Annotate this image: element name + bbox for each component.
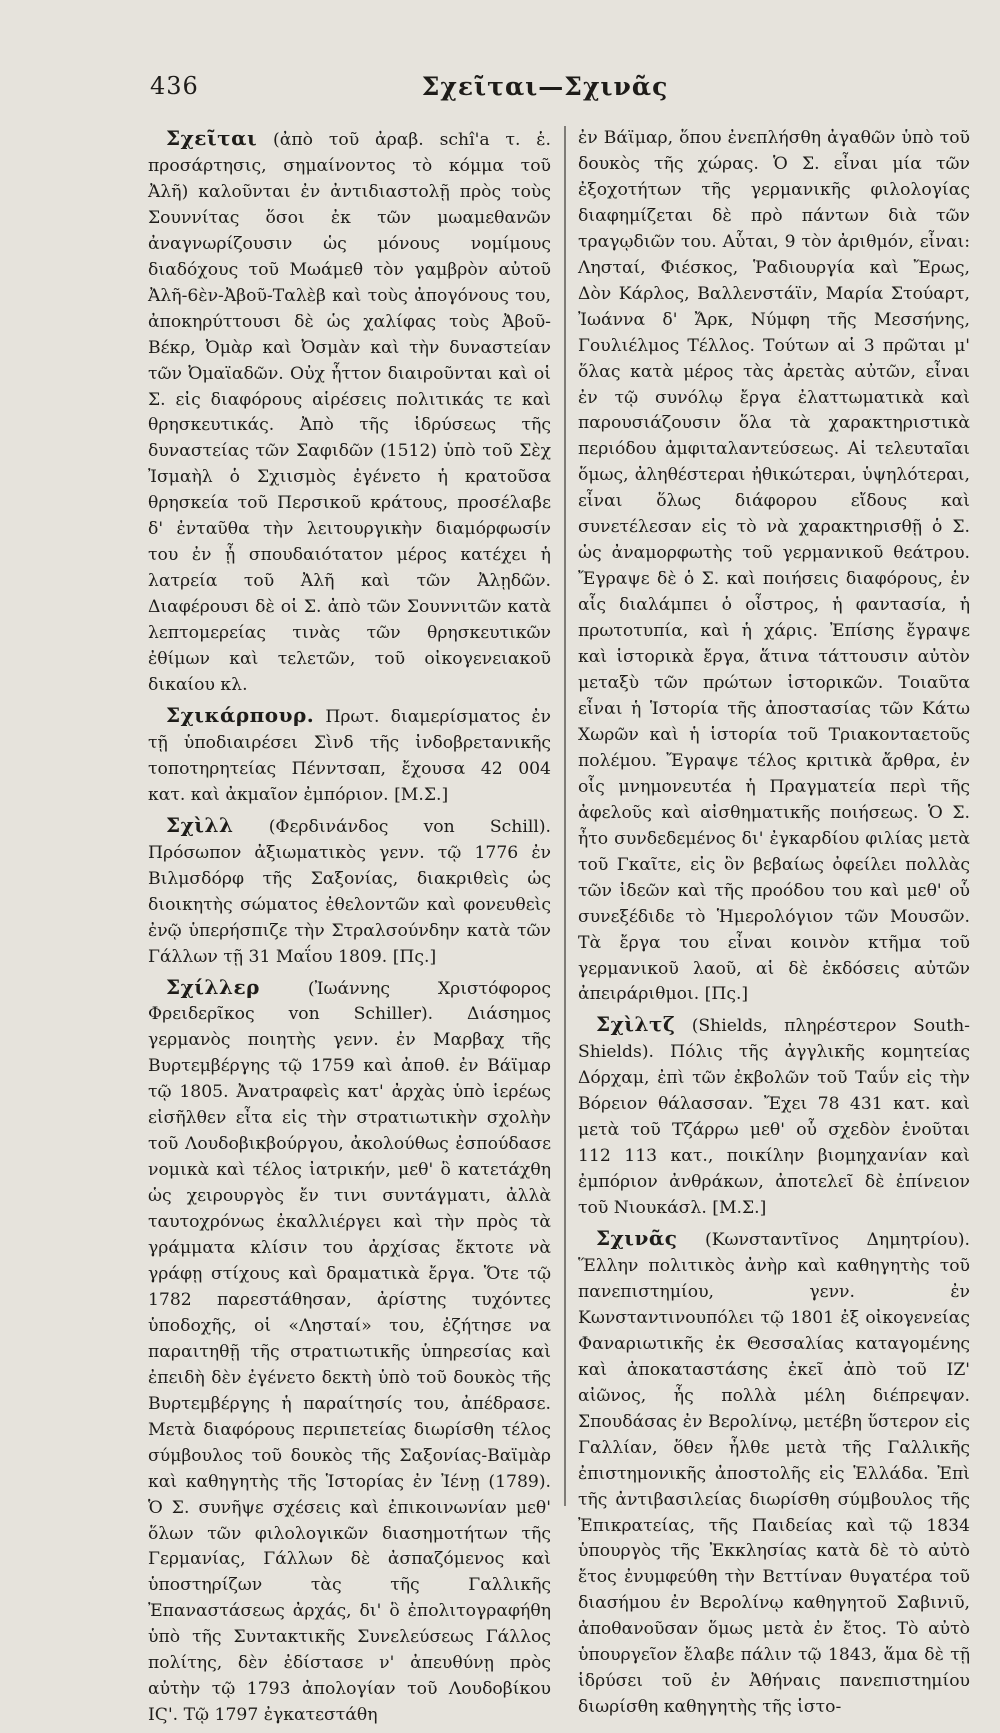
- entry-headword: Σχινᾶς: [596, 1226, 678, 1251]
- left-column: [148, 126, 551, 1733]
- entry-schinas: [578, 1226, 970, 1721]
- entry-headword: Σχὶλλ: [166, 812, 234, 837]
- page-number: 436: [150, 72, 199, 100]
- entry-headword: Σχίλλερ: [166, 974, 260, 999]
- entry-text: Πρωτ. διαμερίσματος ἐν τῇ ὑποδιαιρέσει Σὶνδ τῆς ἰνδοβρετανικῆς τοποτηρητείας Πένντσαπ, ἔχουσα 42 004 κατ. καὶ ἀκμαῖον ἐμπόριον. [Μ.Σ.]: [148, 706, 551, 805]
- entry-text: (ἀπὸ τοῦ ἀραβ. schî'a τ. ἑ. προσάρτησις, σημαίνοντος τὸ κόμμα τοῦ Ἀλῆ) καλοῦνται ἐν ἀντιδιαστολῇ πρὸς τοὺς Σουννίτας ὅσοι ἐκ τῶν μωαμεθανῶν ἀναγνωρίζουσιν ὡς μόνους νομίμους διαδόχους τοῦ Μωάμεθ τὸν γαμβρὸν αὐτοῦ Ἀλῆ-6ὲν-Ἀβοῦ-Ταλὲβ καὶ τοὺς ἀπογόνους του, ἀποκηρύττουσι δὲ ὡς χαλίφας τοὺς Ἀβοῦ-Βέκρ, Ὀμὰρ καὶ Ὀσμὰν καὶ τὴν δυναστείαν τῶν Ὀμαϊαδῶν. Οὐχ ἧττον διαιροῦνται καὶ οἱ Σ. εἰς διαφόρους αἱρέσεις πολιτικάς τε καὶ θρησκευτικάς. Ἀπὸ τῆς ἱδρύσεως τῆς δυναστείας τῶν Σαφιδῶν (1512) ὑπὸ τοῦ Σὲχ Ἰσμαὴλ ὁ Σχιισμὸς ἐγένετο ἡ κρατοῦσα θρησκεία τοῦ Περσικοῦ κράτους, προσέλαβε δ' ἐνταῦθα τὴν λειτουργικὴν διαμόρφωσίν του ἐν ᾗ σπουδαιότατον μέρος κατέχει ἡ λατρεία τοῦ Ἀλῆ καὶ τῶν Ἀλῃδῶν. Διαφέρουσι δὲ οἱ Σ. ἀπὸ τῶν Σουννιτῶν κατὰ λεπτομερείας τινὰς τῶν θρησκευτικῶν ἐθίμων καὶ τελετῶν, τοῦ οἰκογενειακοῦ δικαίου κλ.: [148, 130, 551, 696]
- entry-schiitai: [148, 126, 551, 699]
- entry-text: (Ἰωάννης Χριστόφορος Φρειδερῖκος von Schiller). Διάσημος γερμανὸς ποιητὴς γενν. ἐν Μαρβαχ τῆς Βυρτεμβέργης τῷ 1759 καὶ ἀποθ. ἐν Βάϊμαρ τῷ 1805. Ἀνατραφεὶς κατ' ἀρχὰς ὑπὸ ἱερέως εἰσῆλθεν εἶτα εἰς τὴν στρατιωτικὴν σχολὴν τοῦ Λουδοβικβούργου, ἀκολούθως ἐσπούδασε νομικὰ καὶ τέλος ἰατρικήν, μεθ' ὃ κατετάχθη ὡς χειρουργὸς ἔν τινι συντάγματι, ἀλλὰ ταυτοχρόνως ἐκαλλιέργει καὶ τὴν πρὸς τὰ γράμματα κλίσιν του ἀρχίσας ἔκτοτε νὰ γράφῃ στίχους καὶ δραματικὰ ἔργα. Ὅτε τῷ 1782 παρεστάθησαν, ἀρίστης τυχόντες ὑποδοχῆς, οἱ «Λησταί» του, ἐζήτησε να παραιτηθῇ τῆς στρατιωτικῆς ὑπηρεσίας καὶ ἐπειδὴ δὲν ἐγένετο δεκτὴ ὑπὸ τοῦ δουκὸς τῆς Βυρτεμβέργης ἡ παραίτησίς του, ἀπέδρασε. Μετὰ διαφόρους περιπετείας διωρίσθη τέλος σύμβουλος τοῦ δουκὸς τῆς Σαξονίας-Βαϊμὰρ καὶ καθηγητὴς τῆς Ἱστορίας ἐν Ἰένῃ (1789). Ὁ Σ. συνῆψε σχέσεις καὶ ἐπικοινωνίαν μεθ' ὅλων τῶν φιλολογικῶν διασημοτήτων τῆς Γερμανίας, Γάλλων δὲ ἀσπαζόμενος καὶ ὑποστηρίζων τὰς τῆς Γαλλικῆς Ἐπαναστάσεως ἀρχάς, δι' ὃ ἐπολιτογραφήθη ὑπὸ τῆς Συντακτικῆς Συνελεύσεως Γάλλος πολίτης, δὲν ἐδίστασε ν' ἀπευθύνῃ πρὸς αὐτὴν τῷ 1793 ἀπολογίαν τοῦ Λουδοβίκου ΙϚ'. Τῷ 1797 ἐγκατεστάθη: [148, 978, 551, 1726]
- entry-text: ἐν Βάϊμαρ, ὅπου ἐνεπλήσθη ἀγαθῶν ὑπὸ τοῦ δουκὸς τῆς χώρας. Ὁ Σ. εἶναι μία τῶν ἐξοχοτήτων τῆς γερμανικῆς φιλολογίας διαφημίζεται δὲ πρὸ πάντων διὰ τῶν τραγῳδιῶν του. Αὗται, 9 τὸν ἀριθμόν, εἶναι: Λησταί, Φιέσκος, Ῥαδιουργία καὶ Ἔρως, Δὸν Κάρλος, Βαλλενστάϊν, Μαρία Στούαρτ, Ἰωάννα δ' Ἄρκ, Νύμφη τῆς Μεσσήνης, Γουλιέλμος Τέλλος. Τούτων αἱ 3 πρῶται μ' ὅλας κατὰ μέρος τὰς ἀρετὰς αὐτῶν, εἶναι ἐν τῷ συνόλῳ ἔργα ἐλαττωματικὰ καὶ παρουσιάζουσιν ὅλα τὰ χαρακτηριστικὰ περιόδου ἀμφιταλαντεύσεως. Αἱ τελευταῖαι ὅμως, ἀληθέστεραι ἠθικώτεραι, ὑψηλότεραι, εἶναι ὅλως διάφορου εἴδους καὶ συνετέλεσαν εἰς τὸ νὰ χαρακτηρισθῇ ὁ Σ. ὡς ἀναμορφωτὴς τοῦ γερμανικοῦ θεάτρου. Ἔγραψε δὲ ὁ Σ. καὶ ποιήσεις διαφόρους, ἐν αἷς διαλάμπει ὁ οἶστρος, ἡ φαντασία, ἡ πρωτοτυπία, καὶ ἡ χάρις. Ἐπίσης ἔγραψε καὶ ἱστορικὰ ἔργα, ἅτινα τάττουσιν αὐτὸν μεταξὺ τῶν πρώτων ἱστορικῶν. Τοιαῦτα εἶναι ἡ Ἱστορία τῆς ἀποστασίας τῶν Κάτω Χωρῶν καὶ ἡ ἱστορία τοῦ Τριακονταετοῦς πολέμου. Ἔγραψε τέλος κριτικὰ ἄρθρα, ἐν οἷς μνημονευτέα ἡ Πραγματεία περὶ τῆς ἀφελοῦς καὶ αἰσθηματικῆς ποιήσεως. Ὁ Σ. ἦτο συνδεδεμένος δι' ἐγκαρδίου φιλίας μετὰ τοῦ Γκαῖτε, εἰς ὃν βεβαίως ὀφείλει πολλὰς τῶν ἰδεῶν καὶ τῆς προόδου του καὶ μεθ' οὗ συνεξέδιδε τὸ Ἡμερολόγιον τῶν Μουσῶν. Τὰ ἔργα του εἶναι κοινὸν κτῆμα τοῦ γερμανικοῦ λαοῦ, αἱ δὲ ἐκδόσεις αὐτῶν ἀπειράριθμοι. [Πς.]: [578, 128, 970, 1005]
- entry-schill: [148, 813, 551, 971]
- entry-headword: Σχεῖται: [166, 126, 258, 150]
- page-header: [150, 72, 940, 108]
- entry-schikarpour: [148, 703, 551, 809]
- entry-text: (Κωνσταντῖνος Δημητρίου). Ἕλλην πολιτικὸς ἀνὴρ καὶ καθηγητὴς τοῦ πανεπιστημίου, γενν. ἐν Κωνσταντινουπόλει τῷ 1801 ἐξ οἰκογενείας Φαναριωτικῆς ἐκ Θεσσαλίας καταγομένης καὶ ἀποκαταστάσης ἐκεῖ ἀπὸ τοῦ ΙΖ' αἰῶνος, ἧς πολλὰ μέλη διέπρεψαν. Σπουδάσας ἐν Βερολίνῳ, μετέβη ὕστερον εἰς Γαλλίαν, ὅθεν ἦλθε μετὰ τῆς Γαλλικῆς ἐπιστημονικῆς ἀποστολῆς εἰς Ἑλλάδα. Ἐπὶ τῆς ἀντιβασιλείας διωρίσθη σύμβουλος τῆς Ἐπικρατείας, τῆς Παιδείας καὶ τῷ 1834 ὑπουργὸς τῆς Ἐκκλησίας κατὰ δὲ τὸ αὐτὸ ἔτος ἐνυμφεύθη τὴν Βεττίναν θυγατέρα τοῦ διασήμου ἐν Βερολίνῳ καθηγητοῦ Σαβινιῦ, ἀποθανοῦσαν ὅμως μετὰ ἐν ἔτος. Τὸ αὐτὸ ὑπουργεῖον ἔλαβε πάλιν τῷ 1843, ἅμα δὲ τῇ ἱδρύσει τοῦ ἐν Ἀθήναις πανεπιστημίου διωρίσθη καθηγητὴς τῆς ἱστο-: [578, 1230, 971, 1718]
- entry-shields: [578, 1012, 970, 1222]
- entry-headword: Σχικάρπουρ.: [166, 702, 315, 727]
- entry-schiller-continuation: [578, 126, 970, 1008]
- entry-text: (Shields, πληρέστερον South-Shields). Πόλις τῆς ἀγγλικῆς κομητείας Δόρχαμ, ἐπὶ τῶν ἐκβολῶν τοῦ Ταΰν εἰς τὴν Βόρειον θάλασσαν. Ἔχει 78 431 κατ. καὶ μετὰ τοῦ Τζάρρω μεθ' οὗ σχεδὸν ἑνοῦται 112 113 κατ., ποικίλην βιομηχανίαν καὶ ἐμπόριον ἀνθράκων, ἀποτελεῖ δὲ ἐπίνειον τοῦ Νιουκάσλ. [Μ.Σ.]: [578, 1016, 970, 1219]
- entry-schiller: [148, 975, 551, 1730]
- running-head: Σχεῖται—Σχινᾶς: [421, 72, 669, 101]
- right-column: [578, 126, 970, 1725]
- entry-text: (Φερδινάνδος von Schill). Πρόσωπον ἀξιωματικὸς γενν. τῷ 1776 ἐν Βιλμσδόρφ τῆς Σαξονίας, διακριθεὶς ὡς διοικητὴς σώματος ἐθελοντῶν καὶ φονευθεὶς ἐνῷ ὑπερήσπιζε τὴν Στραλσούνδην κατὰ τῶν Γάλλων τῇ 31 Μαΐου 1809. [Πς.]: [148, 816, 551, 967]
- entry-headword: Σχὶλτζ: [596, 1012, 676, 1037]
- column-divider: [564, 126, 566, 1506]
